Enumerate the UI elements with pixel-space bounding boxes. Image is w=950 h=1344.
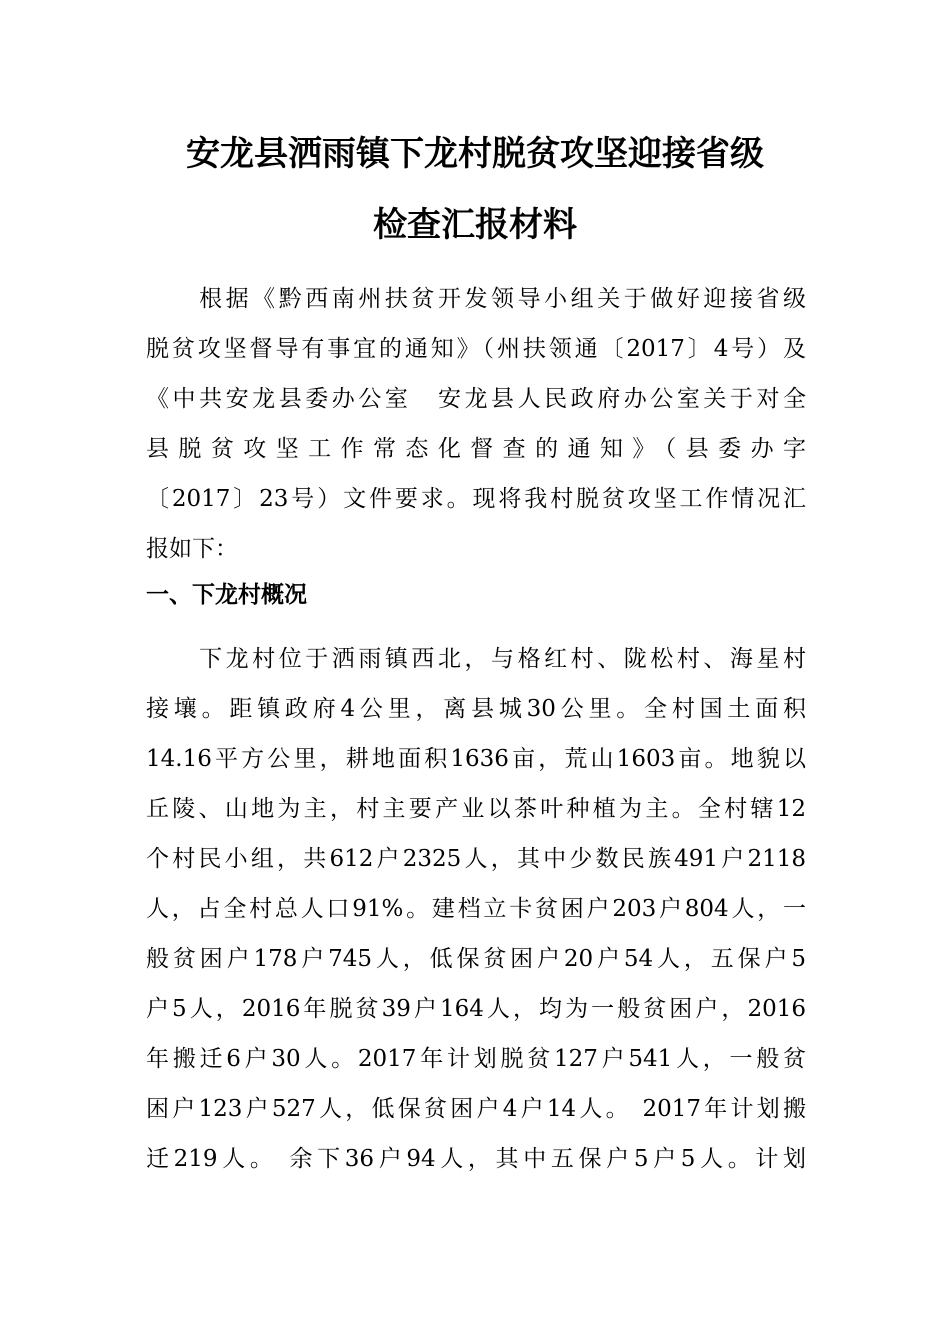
intro-line: 报如下： <box>146 536 238 562</box>
overview-line: 下龙村位于洒雨镇西北，与格红村、陇松村、海星村 <box>146 646 806 672</box>
section-heading-overview: 一、下龙村概况 <box>146 582 307 608</box>
overview-line: 户5人，2016年脱贫39户164人，均为一般贫困户，2016 <box>146 996 806 1022</box>
intro-line: 《中共安龙县委办公室 安龙县人民政府办公室关于对全 <box>146 386 806 412</box>
intro-paragraph <box>146 274 806 574</box>
document-title-line-2: 检查汇报材料 <box>373 205 577 245</box>
overview-line: 迁219人。 余下36户94人，其中五保户5户5人。计划 <box>146 1146 806 1172</box>
intro-line: 县脱贫攻坚工作常态化督查的通知》（县委办字 <box>146 436 806 462</box>
overview-line: 般贫困户178户745人，低保贫困户20户54人，五保户5 <box>146 946 806 972</box>
intro-line: 〔2017〕23号）文件要求。现将我村脱贫攻坚工作情况汇 <box>146 486 806 512</box>
overview-line: 14.16平方公里，耕地面积1636亩，荒山1603亩。地貌以 <box>146 746 806 772</box>
overview-line: 丘陵、山地为主，村主要产业以茶叶种植为主。全村辖12 <box>146 796 806 822</box>
overview-line: 个村民小组，共612户2325人，其中少数民族491户2118 <box>146 846 806 872</box>
intro-line: 根据《黔西南州扶贫开发领导小组关于做好迎接省级 <box>146 286 806 312</box>
document-title-line-1: 安龙县洒雨镇下龙村脱贫攻坚迎接省级 <box>186 134 764 174</box>
overview-line: 接壤。距镇政府4公里，离县城30公里。全村国土面积 <box>146 696 806 722</box>
intro-line: 脱贫攻坚督导有事宜的通知》（州扶领通〔2017〕4号）及 <box>146 336 806 362</box>
overview-line: 困户123户527人，低保贫困户4户14人。 2017年计划搬 <box>146 1096 806 1122</box>
overview-paragraph <box>146 634 806 1184</box>
overview-line: 年搬迁6户30人。2017年计划脱贫127户541人，一般贫 <box>146 1046 806 1072</box>
overview-line: 人，占全村总人口91%。建档立卡贫困户203户804人，一 <box>146 896 806 922</box>
